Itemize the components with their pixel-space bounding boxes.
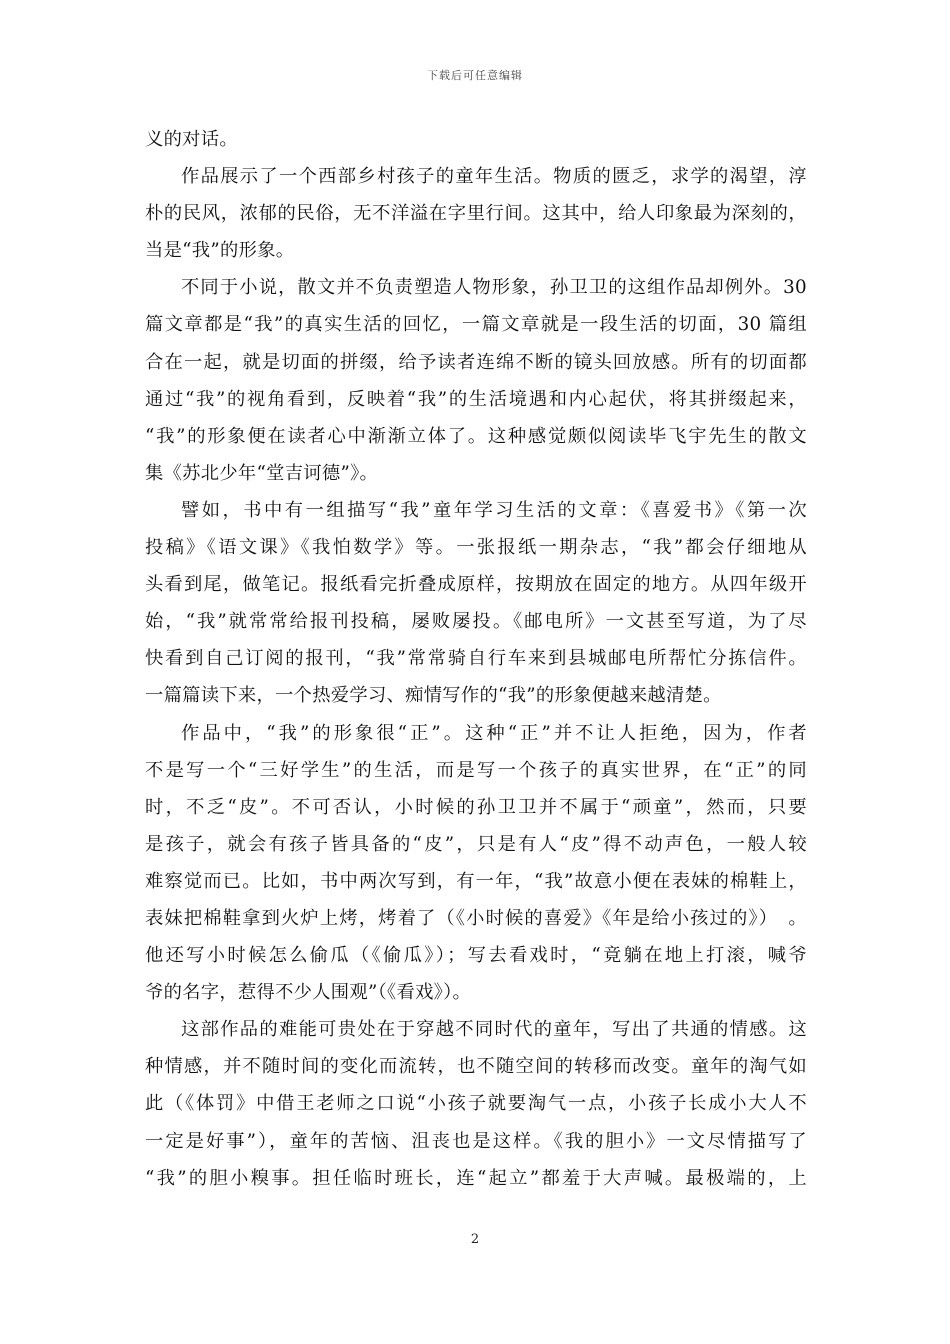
body-line: 朴的民风，浓郁的民俗，无不洋溢在字里行间。这其中，给人印象最为深刻的， <box>145 203 807 225</box>
body-line: “我”的胆小糗事。担任临时班长，连“起立”都羞于大声喊。最极端的，上 <box>145 1167 807 1189</box>
body-line: 种情感，并不随时间的变化而流转，也不随空间的转移而改变。童年的淘气如 <box>145 1056 807 1078</box>
body-line: 作品中，“我”的形象很“正”。这种“正”并不让人拒绝，因为，作者 <box>181 722 807 744</box>
body-line: 通过“我”的视角看到，反映着“我”的生活境遇和内心起伏，将其拼缀起来， <box>145 388 807 410</box>
body-line: 不是写一个“三好学生”的生活，而是写一个孩子的真实世界，在“正”的同 <box>145 759 807 781</box>
body-line: 快看到自己订阅的报刊，“我”常常骑自行车来到县城邮电所帮忙分拣信件。 <box>145 648 807 670</box>
body-line: 表妹把棉鞋拿到火炉上烤，烤着了（《小时候的喜爱》《年是给小孩过的》） 。 <box>145 907 807 929</box>
body-line: 篇文章都是“我”的真实生活的回忆，一篇文章就是一段生活的切面，30 篇组 <box>145 314 807 336</box>
body-line: 不同于小说，散文并不负责塑造人物形象，孙卫卫的这组作品却例外。30 <box>181 277 807 299</box>
body-line: 合在一起，就是切面的拼缀，给予读者连绵不断的镜头回放感。所有的切面都 <box>145 351 807 373</box>
body-line: 一篇篇读下来，一个热爱学习、痴情写作的“我”的形象便越来越清楚。 <box>145 685 722 707</box>
page-number: 2 <box>470 1232 480 1247</box>
body-line: 时，不乏“皮”。不可否认，小时候的孙卫卫并不属于“顽童”，然而，只要 <box>145 796 807 818</box>
body-line: 一定是好事”），童年的苦恼、沮丧也是这样。《我的胆小》一文尽情描写了 <box>145 1130 807 1152</box>
document-body <box>145 121 807 1197</box>
body-line: 他还写小时候怎么偷瓜（《偷瓜》）；写去看戏时，“竟躺在地上打滚，喊爷 <box>145 945 807 967</box>
page-header: 下载后可任意编辑 <box>427 69 523 82</box>
body-line: 始，“我”就常常给报刊投稿，屡败屡投。《邮电所》一文甚至写道，为了尽 <box>145 611 807 633</box>
body-line: 难察觉而已。比如，书中两次写到，有一年，“我”故意小便在表妹的棉鞋上， <box>145 870 807 892</box>
body-line: 当是“我”的形象。 <box>145 240 295 262</box>
body-line: 此（《体罚》中借王老师之口说“小孩子就要淘气一点，小孩子长成小大人不 <box>145 1093 807 1115</box>
body-line: 譬如，书中有一组描写“我”童年学习生活的文章：《喜爱书》《第一次 <box>181 499 807 521</box>
body-line: 集《苏北少年“堂吉诃德”》。 <box>145 462 379 484</box>
body-line: “我”的形象便在读者心中渐渐立体了。这种感觉颇似阅读毕飞宇先生的散文 <box>145 425 807 447</box>
body-line: 爷的名字，惹得不少人围观”（《看戏》）。 <box>145 982 472 1004</box>
body-line: 义的对话。 <box>145 129 238 150</box>
body-line: 是孩子，就会有孩子皆具备的“皮”，只是有人“皮”得不动声色，一般人较 <box>145 833 807 855</box>
body-line: 这部作品的难能可贵处在于穿越不同时代的童年，写出了共通的情感。这 <box>181 1019 807 1041</box>
body-line: 作品展示了一个西部乡村孩子的童年生活。物质的匮乏，求学的渴望，淳 <box>181 166 807 188</box>
body-line: 投稿》《语文课》《我怕数学》等。一张报纸一期杂志，“我”都会仔细地从 <box>145 537 807 559</box>
body-line: 头看到尾，做笔记。报纸看完折叠成原样，按期放在固定的地方。从四年级开 <box>145 574 807 596</box>
